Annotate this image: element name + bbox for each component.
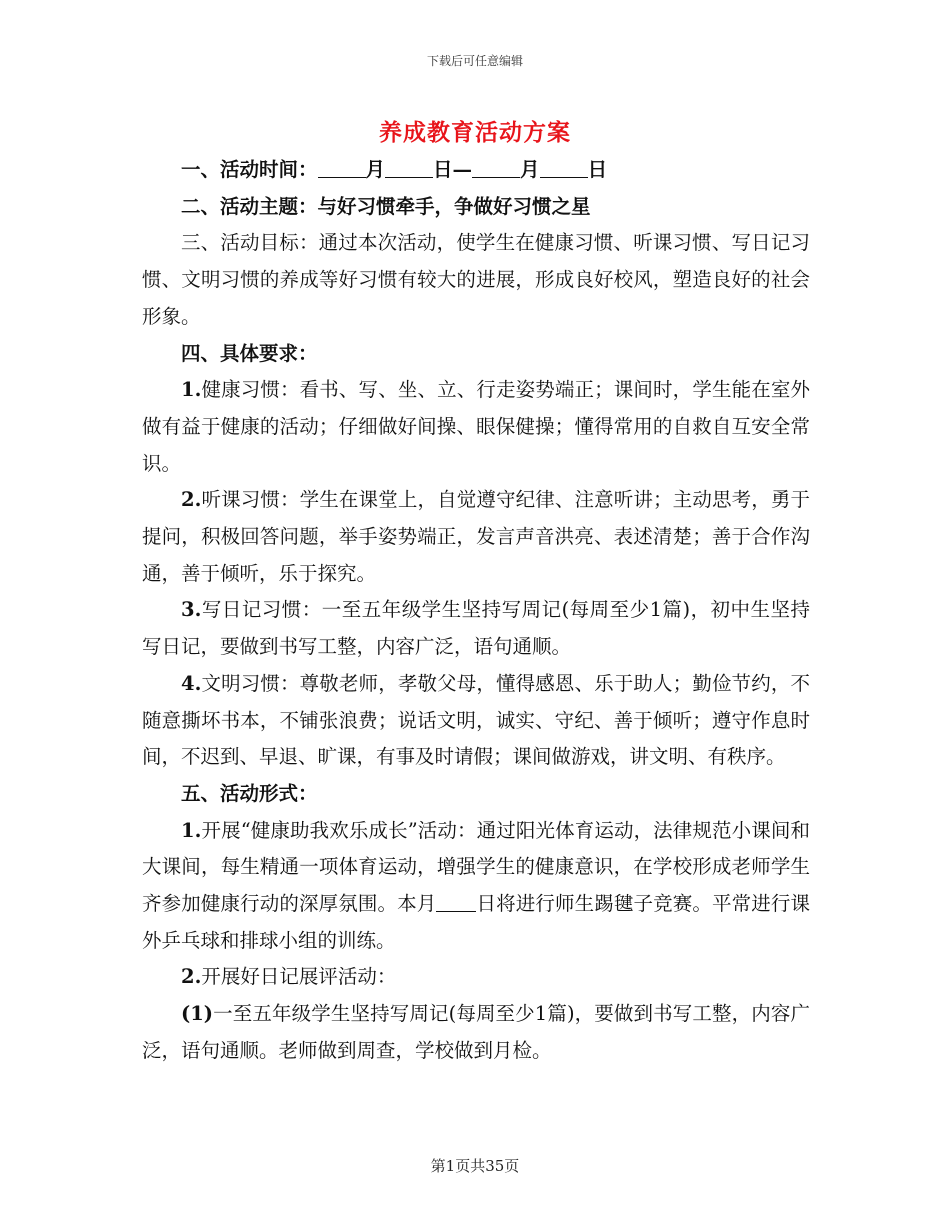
page-footer: 第1页共35页 [430, 1157, 520, 1175]
form-item: 1.开展“健康助我欢乐成长”活动：通过阳光体育运动，法律规范小课间和大课间，每生精通一项体育运动，增强学生的健康意识，在学校形成老师学生齐参加健康行动的深厚氛围。本月 日将进行师生踢毽子竞赛。平常进行课外乒乓球和排球小组的训练。 [142, 818, 810, 952]
blank-field [540, 155, 588, 178]
blank-field [436, 889, 476, 912]
requirement-item: 3.写日记习惯：一至五年级学生坚持写周记(每周至少1篇)，初中生坚持写日记，要做到书写工整，内容广泛，语句通顺。 [142, 598, 810, 659]
form-subitem: (1)一至五年级学生坚持写周记(每周至少1篇)，要做到书写工整，内容广泛，语句通顺。老师做到周查，学校做到月检。 [142, 1002, 810, 1062]
forms-heading: 五、活动形式： [181, 781, 318, 805]
requirement-item: 1.健康习惯：看书、写、坐、立、行走姿势端正；课间时，学生能在室外做有益于健康的活动；仔细做好间操、眼保健操；懂得常用的自救自互安全常识。 [142, 378, 810, 475]
activity-time: 一、活动时间： 月 日— 月 日 [142, 152, 810, 189]
page-header: 下载后可任意编辑 [426, 54, 523, 68]
document-body [142, 152, 810, 1070]
activity-theme: 二、活动主题：与好习惯牵手，争做好习惯之星 [181, 194, 591, 218]
form-item: 2.开展好日记展评活动： [181, 965, 397, 989]
document-title: 养成教育活动方案 [379, 119, 571, 146]
requirement-item: 2.听课习惯：学生在课堂上，自觉遵守纪律、注意听讲；主动思考，勇于提问，积极回答问题，举手姿势端正，发言声音洪亮、表述清楚；善于合作沟通，善于倾听，乐于探究。 [142, 488, 810, 585]
blank-field [472, 155, 520, 178]
blank-field [318, 155, 366, 178]
blank-field [385, 155, 433, 178]
requirement-item: 4.文明习惯：尊敬老师，孝敬父母，懂得感恩、乐于助人；勤俭节约，不随意撕坏书本，不铺张浪费；说话文明，诚实、守纪、善于倾听；遵守作息时间，不迟到、早退、旷课，有事及时请假；课间做游戏，讲文明、有秩序。 [142, 671, 810, 769]
activity-goal: 三、活动目标：通过本次活动，使学生在健康习惯、听课习惯、写日记习惯、文明习惯的养成等好习惯有较大的进展，形成良好校风，塑造良好的社会形象。 [142, 231, 810, 328]
requirements-heading: 四、具体要求： [181, 341, 318, 365]
